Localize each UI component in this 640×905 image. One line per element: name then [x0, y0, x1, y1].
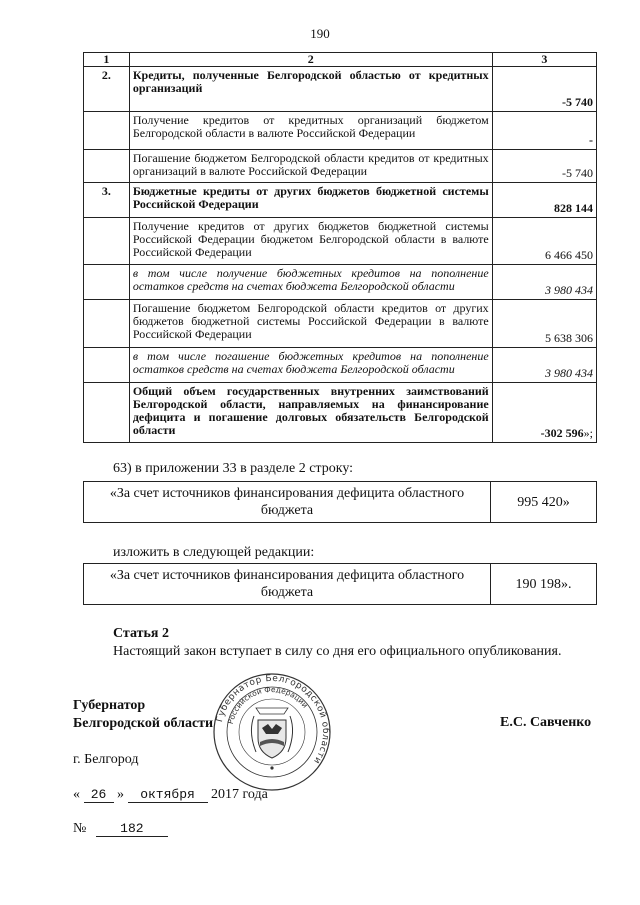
- row-value: -302 596: [540, 426, 584, 440]
- date-open-quote: «: [73, 787, 80, 802]
- law-number: [73, 821, 168, 837]
- table-row: [84, 218, 597, 265]
- date-year: 2017 года: [211, 787, 268, 802]
- signatory-title-line2: Белгородской области: [73, 716, 214, 731]
- row-value: -5 740: [492, 150, 596, 183]
- article-title: Статья 2: [113, 626, 169, 641]
- row-value: 3 980 434: [492, 265, 596, 300]
- signatory-title: [73, 697, 213, 733]
- table-row: [84, 383, 597, 443]
- row-number: 2.: [84, 67, 130, 112]
- original-row-label: «За счет источников финансирования дефицита областного бюджета: [84, 482, 491, 523]
- row-number: [84, 150, 130, 183]
- row-text: в том числе погашение бюджетных кредитов на пополнение остатков средств на счетах бюджета Белгородской области: [129, 348, 492, 383]
- number-value: 182: [96, 821, 168, 837]
- signatory-title-line1: Губернатор: [73, 698, 146, 713]
- new-row-value: 190 198».: [491, 564, 597, 605]
- row-number: 3.: [84, 183, 130, 218]
- row-value: -5 740: [492, 67, 596, 112]
- borrowing-table: [83, 52, 597, 443]
- table-row: [84, 348, 597, 383]
- header-col-1: 1: [84, 53, 130, 67]
- row-text: в том числе получение бюджетных кредитов на пополнение остатков средств на счетах бюджета Белгородской области: [129, 265, 492, 300]
- date-day: 26: [84, 787, 114, 803]
- table-row: [84, 67, 597, 112]
- original-row-box: [83, 481, 597, 523]
- row-text: Погашение бюджетом Белгородской области кредитов от других бюджетов бюджетной системы Российской Федерации в валюте Российской Федерации: [129, 300, 492, 348]
- table-row: [84, 300, 597, 348]
- table-row: [84, 150, 597, 183]
- article-text: Настоящий закон вступает в силу со дня его официального опубликования.: [113, 644, 562, 659]
- row-number: [84, 348, 130, 383]
- row-value-suffix: »;: [583, 426, 593, 440]
- signing-date: [73, 787, 268, 803]
- row-number: [84, 300, 130, 348]
- row-text: Получение кредитов от других бюджетов бюджетной системы Российской Федерации бюджетом Белгородской области в валюте Российской Федерации: [129, 218, 492, 265]
- row-value: -: [492, 112, 596, 150]
- table-header-row: [84, 53, 597, 67]
- page-number: 190: [310, 26, 330, 41]
- row-number: [84, 265, 130, 300]
- row-text: Общий объем государственных внутренних заимствований Белгородской области, направляемых на финансирование дефицита и погашение долговых обязательств Белгородской области: [129, 383, 492, 443]
- paragraph-63: 63) в приложении 33 в разделе 2 строку:: [113, 461, 354, 476]
- row-text: Получение кредитов от кредитных организаций бюджетом Белгородской области в валюте Российской Федерации: [129, 112, 492, 150]
- header-col-2: 2: [129, 53, 492, 67]
- header-col-3: 3: [492, 53, 596, 67]
- original-row-value: 995 420»: [491, 482, 597, 523]
- new-row-box: [83, 563, 597, 605]
- table-row: [84, 112, 597, 150]
- row-value: 5 638 306: [492, 300, 596, 348]
- seal-inner-text: Российской Федерации: [225, 684, 310, 726]
- table-row: [84, 265, 597, 300]
- date-month: октября: [128, 787, 208, 803]
- row-number: [84, 383, 130, 443]
- row-value-cell: [492, 383, 596, 443]
- city: г. Белгород: [73, 752, 139, 767]
- row-text: Погашение бюджетом Белгородской области кредитов от кредитных организаций в валюте Российской Федерации: [129, 150, 492, 183]
- new-row-label: «За счет источников финансирования дефицита областного бюджета: [84, 564, 491, 605]
- restate-text: изложить в следующей редакции:: [113, 545, 315, 560]
- date-close-quote: »: [117, 787, 124, 802]
- official-seal-icon: [212, 672, 332, 792]
- row-value: 828 144: [492, 183, 596, 218]
- table-row: [84, 183, 597, 218]
- row-value: 6 466 450: [492, 218, 596, 265]
- row-text: Бюджетные кредиты от других бюджетов бюджетной системы Российской Федерации: [129, 183, 492, 218]
- row-value: 3 980 434: [492, 348, 596, 383]
- row-number: [84, 112, 130, 150]
- row-text: Кредиты, полученные Белгородской областью от кредитных организаций: [129, 67, 492, 112]
- row-number: [84, 218, 130, 265]
- signatory-name: Е.С. Савченко: [500, 715, 592, 730]
- seal-outer-text: Губернатор Белгородской области: [215, 673, 331, 766]
- number-label: №: [73, 821, 87, 836]
